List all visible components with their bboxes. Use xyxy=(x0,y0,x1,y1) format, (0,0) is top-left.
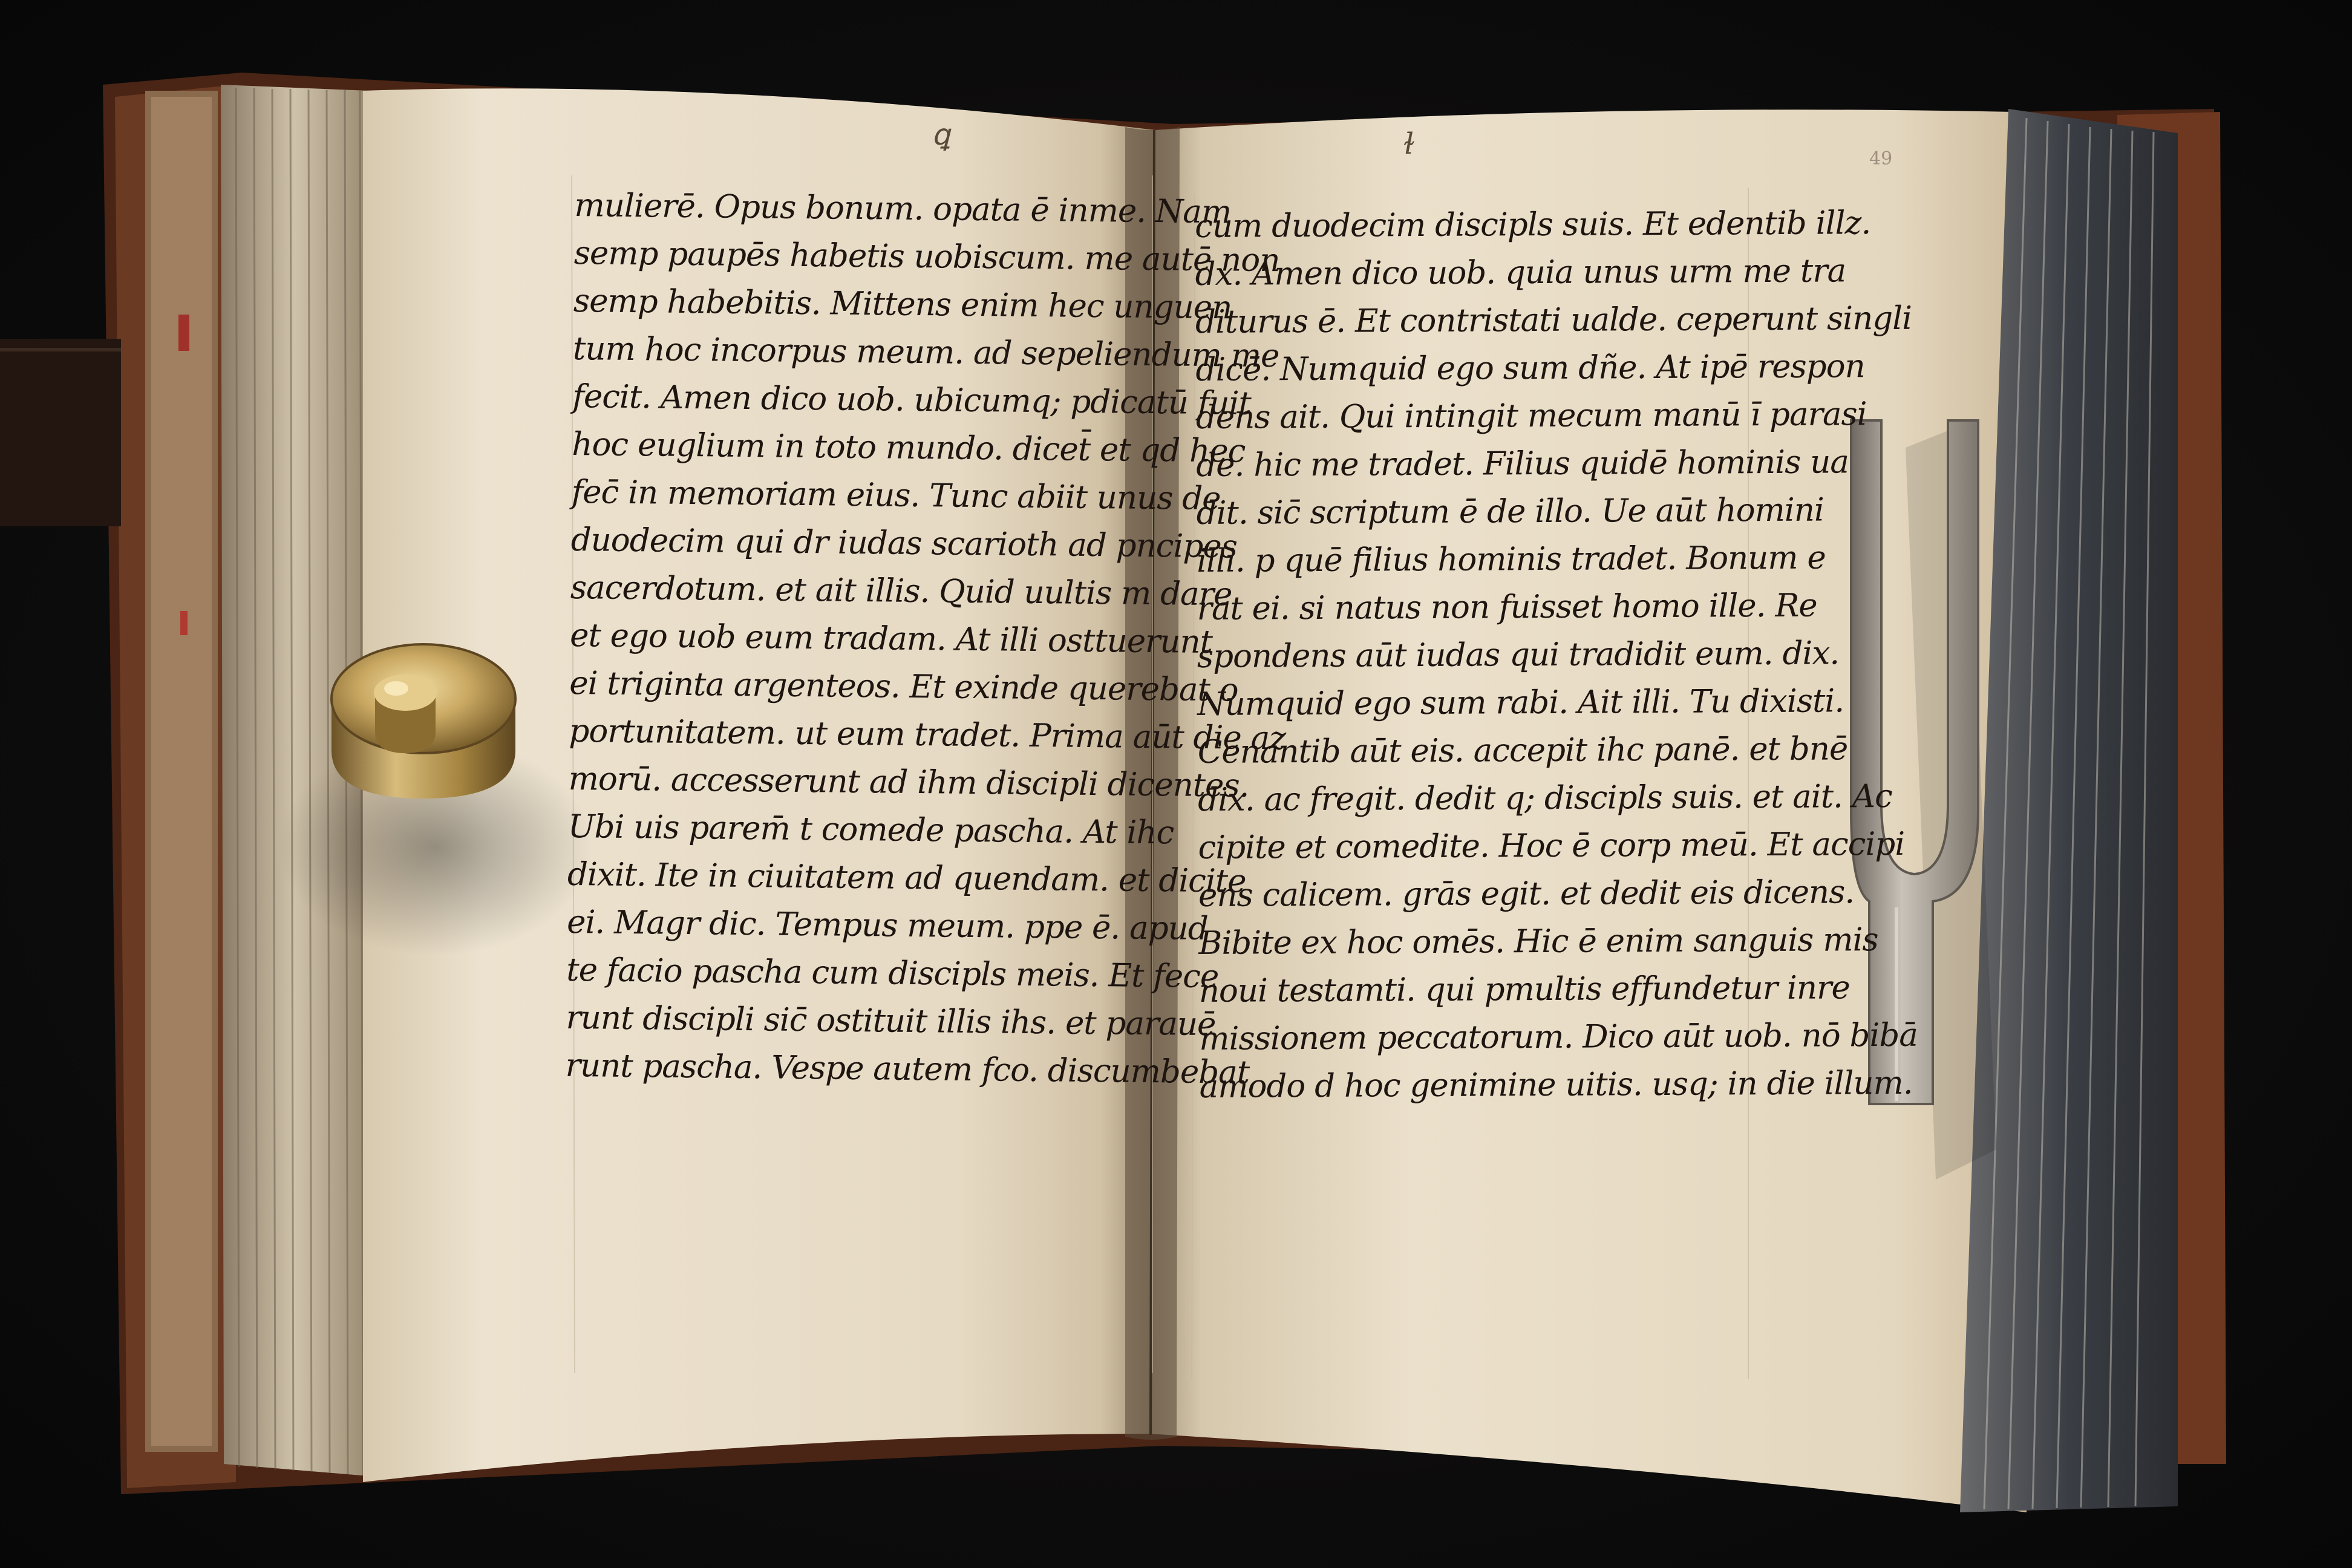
clasp-strap xyxy=(0,339,121,526)
text-line: fecit. Amen dico uob. ubicumq; pdicatū fuit xyxy=(572,377,1252,422)
text-line: amodo d hoc genimine uitis. usq; in die illum. xyxy=(1199,1064,1913,1105)
right-folio-mark: ɫ xyxy=(1403,127,1415,161)
text-line: diturus ē. Et contristati ualde. ceperunt singli xyxy=(1195,299,1912,341)
text-line: dicē. Numquid ego sum dñe. At ipē respon xyxy=(1195,348,1865,388)
text-line: cipite et comedite. Hoc ē corp meū. Et accipi xyxy=(1198,825,1905,866)
text-line: noui testamti. qui pmultis effundetur inre xyxy=(1198,969,1850,1010)
text-line: dix. ac fregit. dedit q; discipls suis. et ait. Ac xyxy=(1198,777,1892,818)
text-line: dx. Amen dico uob. quia unus urm me tra xyxy=(1195,252,1846,293)
left-folio-mark: ꝗ xyxy=(932,118,950,152)
text-line: et ego uob eum tradam. At illi osttuerunt xyxy=(569,616,1213,661)
text-line: Bibite ex hoc omēs. Hic ē enim sanguis mis xyxy=(1198,921,1878,962)
text-line: tum hoc incorpus meum. ad sepeliendum me xyxy=(572,330,1279,375)
text-line: runt discipli sic̄ ostituit illis ihs. et parauē xyxy=(566,999,1216,1044)
text-line: illi. p quē filius hominis tradet. Bonum e xyxy=(1196,539,1826,580)
right-page-text xyxy=(1195,199,1918,1111)
text-line: Ubi uis parem̄ t comede pascha. At ihc xyxy=(567,808,1174,852)
text-line: semp habebitis. Mittens enim hec unguen xyxy=(573,282,1232,327)
text-line: Numquid ego sum rabi. Ait illi. Tu dixisti. xyxy=(1197,682,1844,723)
text-line: dixit. Ite in ciuitatem ad quendam. et dicite xyxy=(567,855,1246,900)
text-line: ei. Magr dic. Tempus meum. ppe ē. apud xyxy=(566,903,1209,948)
text-line: te facio pascha cum discipls meis. Et fece xyxy=(566,951,1219,996)
text-line: dens ait. Qui intingit mecum manū ī parasi xyxy=(1195,396,1867,436)
text-line: spondens aūt iudas qui tradidit eum. dix. xyxy=(1197,635,1840,675)
left-page-text xyxy=(565,181,1291,1097)
text-line: morū. accesserunt ad ihm discipli dicentes. xyxy=(568,760,1249,805)
text-line: duodecim qui dr iudas scarioth ad pncipes xyxy=(570,521,1238,566)
text-line: cum duodecim discipls suis. Et edentib illz. xyxy=(1195,204,1871,245)
text-line: ei triginta argenteos. Et exinde querebat o xyxy=(569,664,1238,709)
text-line: rat ei. si natus non fuisset homo ille. Re xyxy=(1197,587,1817,627)
text-line: missionem peccatorum. Dico aūt uob. nō bibā xyxy=(1199,1016,1918,1057)
text-line: portunitatem. ut eum tradet. Prima aūt die az xyxy=(569,712,1286,757)
text-line: fec̄ in memoriam eius. Tunc abiit unus de xyxy=(571,473,1221,518)
text-line: Cenantib aūt eis. accepit ihc panē. et bnē xyxy=(1197,730,1848,771)
text-line: de. hic me tradet. Filius quidē hominis ua xyxy=(1196,443,1849,484)
text-line: runt pascha. Vespe autem fco. discumbebat xyxy=(565,1047,1250,1091)
text-line: sacerdotum. et ait illis. Quid uultis m dare xyxy=(570,569,1232,613)
text-line: hoc euglium in toto mundo. dicet̄ et qd hec xyxy=(572,425,1246,470)
text-line: ens calicem. grās egit. et dedit eis dicens. xyxy=(1198,874,1855,914)
text-line: semp paupēs habetis uobiscum. me autē non xyxy=(573,234,1280,279)
text-line: dit. sic̄ scriptum ē de illo. Ue aūt homini xyxy=(1196,491,1824,532)
brass-weight xyxy=(332,644,515,799)
pencil-page-number: 49 xyxy=(1869,148,1893,169)
text-line: mulierē. Opus bonum. opata ē inme. Nam xyxy=(574,186,1232,231)
